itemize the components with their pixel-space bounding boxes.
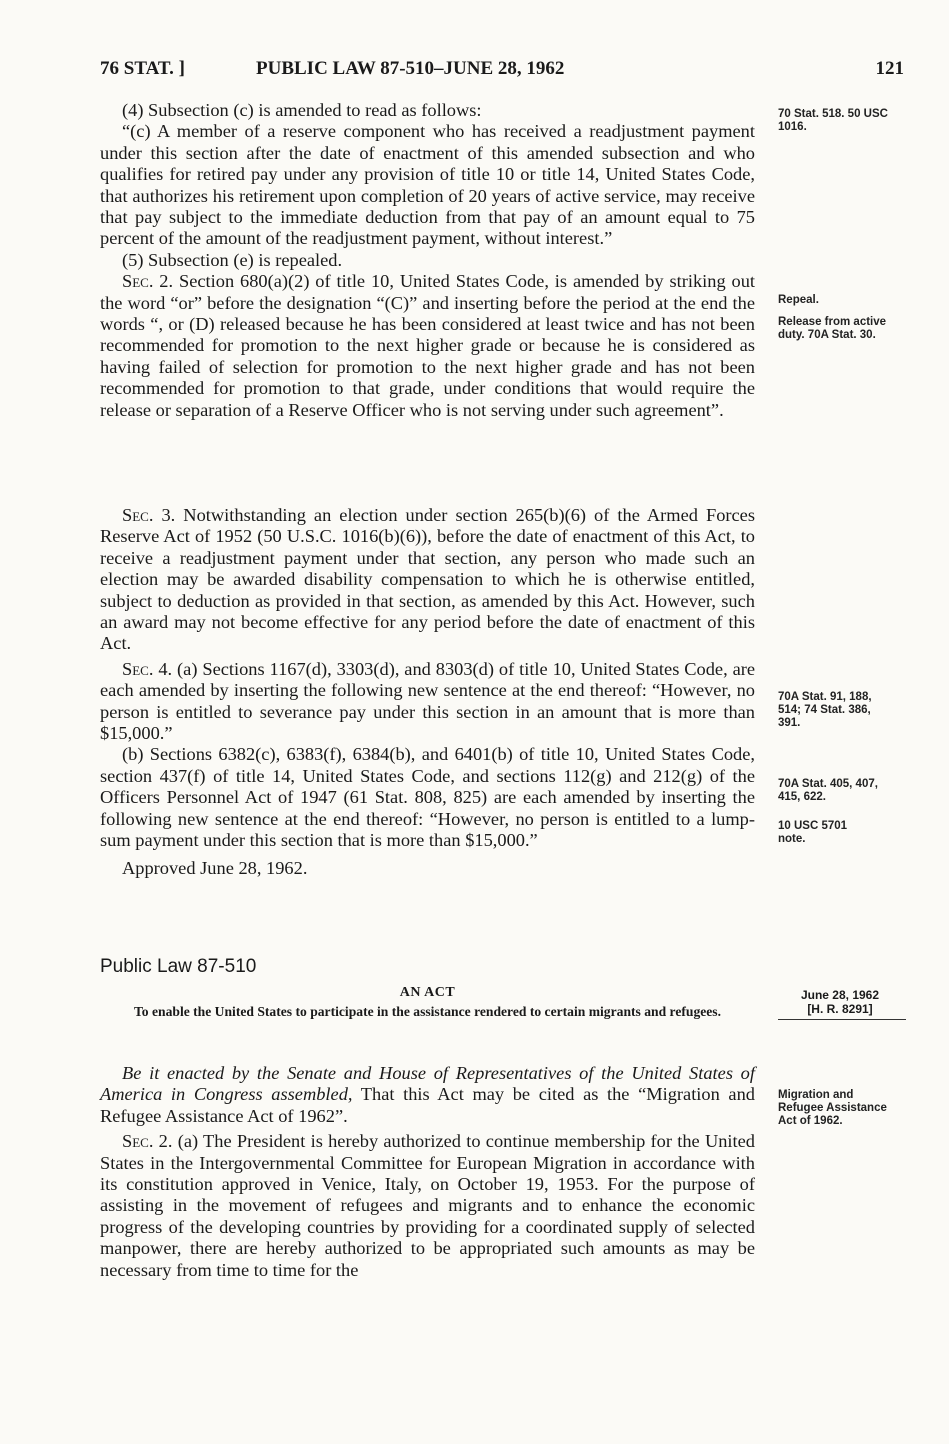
enactment-date: June 28, 1962 bbox=[800, 988, 880, 1002]
page-number: 121 bbox=[875, 58, 904, 79]
section-4a bbox=[100, 659, 755, 745]
public-law-title: Public Law 87-510 bbox=[100, 956, 257, 977]
body-section-2 bbox=[100, 505, 755, 879]
margin-note-70a-stat-405: 70A Stat. 405, 407, 415, 622. bbox=[778, 778, 878, 803]
body-section-3 bbox=[100, 1063, 755, 1281]
section-4a-text: (a) Sections 1167(d), 3303(d), and 8303(d) of title 10, United States Code, are each amended by inserting the following new sentence at the end thereof: “However, no person is entitled to severance pay under this section in an amount that is more than $15,000.” bbox=[100, 658, 756, 744]
section-2-text: Section 680(a)(2) of title 10, United States Code, is amended by striking out the word “or” before the designation “(C)” and inserting before the period at the end the words “, or (D) released because he has been considered at least twice and has not been recommended for promotion to the next higher grade or because he is considered as having failed of selection for promotion to the next higher grade and has not been recommended for promotion to that grade, under conditions that would require the release or separation of a Reserve Officer who is not serving under such agreement”. bbox=[100, 271, 756, 420]
enacting-clause-rest: That this Act may be cited as the “Migration and Refugee Assistance Act of 1962”. bbox=[100, 1084, 755, 1126]
new-section-2-label: Sec. 2. bbox=[122, 1131, 173, 1152]
section-3 bbox=[100, 505, 755, 655]
margin-note-repeal: Repeal. bbox=[778, 294, 819, 306]
enactment-date-note bbox=[778, 988, 902, 1016]
page-header bbox=[100, 58, 904, 84]
section-3-label: Sec. 3. bbox=[122, 505, 176, 525]
paragraph-5: (5) Subsection (e) is repealed. bbox=[122, 249, 343, 270]
date-rule bbox=[778, 1019, 906, 1020]
margin-note-release: Release from active duty. 70A Stat. 30. bbox=[778, 316, 887, 341]
header-volume: 76 STAT. ] bbox=[100, 58, 185, 79]
section-2-label: Sec. 2. bbox=[122, 271, 174, 292]
enacting-clause bbox=[100, 1063, 755, 1127]
approved-line: Approved June 28, 1962. bbox=[122, 857, 308, 878]
margin-note-10-usc-5701: 10 USC 5701 note. bbox=[778, 820, 848, 845]
paragraph-4-heading: (4) Subsection (c) is amended to read as follows: bbox=[122, 100, 482, 120]
section-4b: (b) Sections 6382(c), 6383(f), 6384(b), and 6401(b) of title 10, United States Code, section 437(f) of title 14, United States Code, and sections 112(g) and 212(g) of the Officers Personnel Act of 1947 (61 Stat. 808, 825) are each amended by inserting the following new sentence at the end thereof: “However, no person is entitled to a lump-sum payment under this section that is more than $15,000.” bbox=[100, 744, 755, 851]
paragraph-4-body: “(c) A member of a reserve component who has received a readjustment payment under this section after the date of enactment of this amended subsection and who qualifies for retired pay under any provision of title 10 or title 14, United States Code, that authorizes his retirement upon completion of 20 years of active service, may receive that pay subject to the immediate deduction from that pay of an amount equal to 75 percent of the amount of the readjustment payment, without interest.” bbox=[100, 121, 755, 249]
body-section-1 bbox=[100, 100, 755, 421]
section-2 bbox=[100, 271, 755, 421]
section-4-label: Sec. 4. bbox=[122, 658, 173, 679]
an-act-heading: AN ACT bbox=[399, 985, 456, 1000]
enacting-clause-italic: Be it enacted by the Senate and House of Representatives of the United States of America in Congress assembled, bbox=[100, 1063, 755, 1105]
margin-note-migration-act: Migration and Refugee Assistance Act of 1962. bbox=[778, 1089, 887, 1127]
new-section-2 bbox=[100, 1131, 755, 1281]
margin-note-70a-stat-91: 70A Stat. 91, 188, 514; 74 Stat. 386, 391. bbox=[778, 691, 872, 729]
bill-number: [H. R. 8291] bbox=[807, 1002, 873, 1016]
header-title: PUBLIC LAW 87-510–JUNE 28, 1962 bbox=[256, 58, 565, 79]
section-3-text: Notwithstanding an election under section 265(b)(6) of the Armed Forces Reserve Act of 1952 (50 U.S.C. 1016(b)(6)), before the date of enactment of this Act, to receive a readjustment payment under that section, any person who made such an election may be awarded disability compensation to which he is otherwise entitled, subject to deduction as provided in that section, as amended by this Act. However, such an award may not become effective for any period before the date of enactment of this Act. bbox=[100, 505, 756, 654]
act-description: To enable the United States to participate in the assistance rendered to certain migrants and refugees. bbox=[133, 1004, 721, 1019]
margin-note-stat-518: 70 Stat. 518. 50 USC 1016. bbox=[778, 108, 888, 133]
new-section-2-text: (a) The President is hereby authorized to continue membership for the United States in the Intergovernmental Committee for European Migration in accordance with its constitution approved in Venice, Italy, on October 19, 1953. For the purpose of assisting in the movement of refugees and migrants and to enhance the economic progress of the developing countries by providing for a coordinated supply of selected manpower, there are hereby authorized to be appropriated such amounts as may be necessary from time to time for the bbox=[100, 1131, 755, 1280]
